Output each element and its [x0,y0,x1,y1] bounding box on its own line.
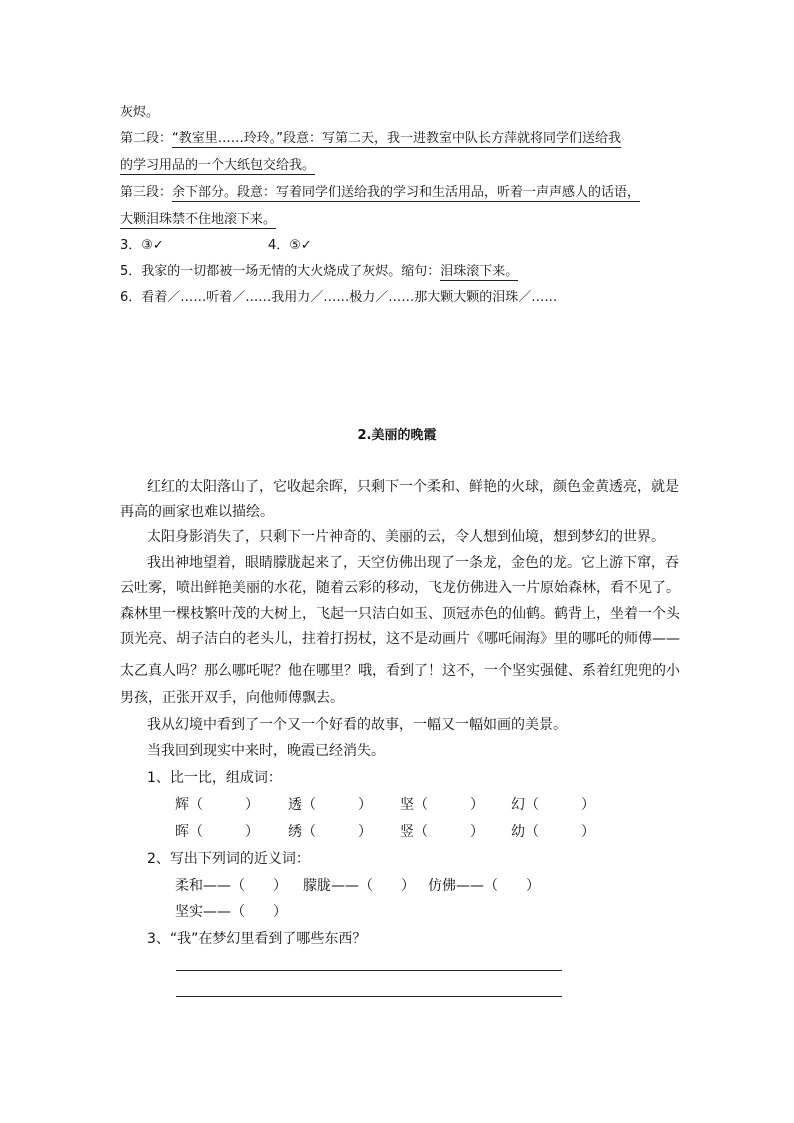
answer-duan3-text-a: 余下部分。段意：写着同学们送给我的学习和生活用品，听着一声声感人的话语， [172,185,641,200]
story-paragraph-line: 顶光亮、胡子洁白的老头儿，拄着打拐杖，这不是动画片《哪吒闹海》里的哪吒的师傅—— [120,631,680,647]
answer-duan3-line-a [120,184,640,202]
exercise-3-title: 3、“我”在梦幻里看到了哪些东西？ [147,931,367,947]
exercise-1-item: 竖（ ） [400,824,484,840]
exercise-2-item: 朦胧——（ ） [303,878,415,894]
exercise-2-item: 仿佛——（ ） [428,878,540,894]
story-title: 2.美丽的晚霞 [357,428,437,443]
story-paragraph-line: 我出神地望着，眼睛朦胧起来了，天空仿佛出现了一条龙，金色的龙。它上游下窜，吞 [147,555,679,571]
exercise-1-item: 幻（ ） [511,797,595,813]
answer-duan3-text-b: 大颗泪珠禁不住地滚下来。 [120,212,277,227]
exercise-2-item: 坚实——（ ） [175,904,287,920]
exercise-2-item: 柔和——（ ） [175,878,287,894]
exercise-1-item: 辉（ ） [175,797,259,813]
exercise-1-item: 坚（ ） [400,797,484,813]
answer-duan3-label: 第三段： [120,185,173,200]
exercise-1-title: 1、比一比，组成词： [147,770,282,786]
story-paragraph-line: 男孩，正张开双手，向他师傅飘去。 [120,690,344,706]
answer-q4: 4．⑤✓ [268,238,312,253]
answer-blank-line[interactable] [176,996,562,997]
answer-q3: 3．③✓ [120,238,164,253]
answer-duan2-text-a: “教室里……玲玲。”段意：写第二天，我一进教室中队长方萍就将同学们送给我 [172,131,621,146]
story-paragraph-line: 云吐雾，喷出鲜艳美丽的水花，随着云彩的移动，飞龙仿佛进入一片原始森林，看不见了。 [120,580,680,596]
answer-duan2-line-b [120,157,315,175]
answer-q5-prefix: 5．我家的一切都被一场无情的大火烧成了灰烬。缩句： [120,264,441,279]
exercise-2-title: 2、写出下列词的近义词： [147,851,310,867]
exercise-1-item: 透（ ） [288,797,372,813]
answer-line-0: 灰烬。 [120,105,160,120]
answer-q5-answer: 泪珠滚下来。 [440,264,519,279]
answer-duan2-line-a [120,130,621,148]
story-paragraph-line: 当我回到现实中来时，晚霞已经消失。 [147,743,385,759]
answer-q5 [120,263,518,281]
answer-blank-line[interactable] [176,970,562,971]
answer-duan2-label: 第二段： [120,131,173,146]
exercise-1-item: 幼（ ） [511,824,595,840]
answer-duan2-text-b: 的学习用品的一个大纸包交给我。 [120,158,316,173]
story-paragraph-line: 我从幻境中看到了一个又一个好看的故事，一幅又一幅如画的美景。 [147,717,567,733]
answer-q6: 6．看着／……听着／……我用力／……极力／……那大颗大颗的泪珠／…… [120,290,558,305]
answer-duan3-line-b [120,211,276,229]
exercise-1-item: 绣（ ） [288,824,372,840]
story-paragraph-line: 再高的画家也难以描绘。 [120,504,274,520]
story-paragraph-line: 红红的太阳落山了，它收起余晖，只剩下一个柔和、鲜艳的火球，颜色金黄透亮，就是 [147,479,679,495]
story-paragraph-line: 太乙真人吗？那么哪吒呢？他在哪里？哦，看到了！这不，一个坚实强健、系着红兜兜的小 [120,663,680,679]
exercise-1-item: 晖（ ） [175,824,259,840]
story-paragraph-line: 森林里一棵枝繁叶茂的大树上，飞起一只洁白如玉、顶冠赤色的仙鹤。鹤背上，坐着一个头 [120,606,680,622]
story-paragraph-line: 太阳身影消失了，只剩下一片神奇的、美丽的云，令人想到仙境，想到梦幻的世界。 [147,529,665,545]
